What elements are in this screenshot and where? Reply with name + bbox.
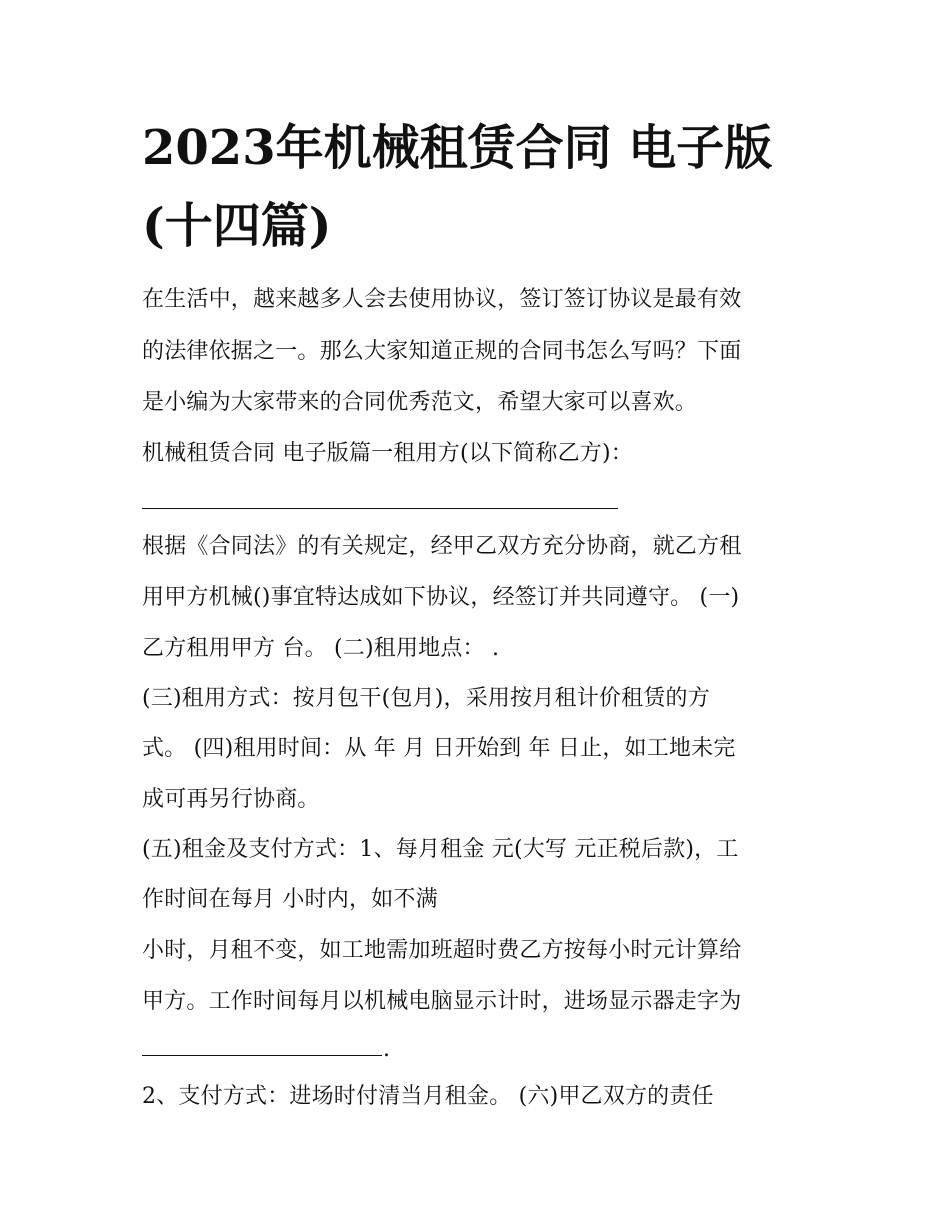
body-line-12: 作时间在每月 小时内，如不满 — [142, 887, 438, 912]
body-line-8: (三)租用方式：按月包干(包月)，采用按月租计价租赁的方 — [142, 686, 710, 711]
body-line-15: 2、支付方式：进场时付清当月租金。 (六)甲乙双方的责任 — [142, 1084, 714, 1109]
document-title-line-2: (十四篇) — [142, 198, 332, 254]
underline-period: . — [383, 1037, 390, 1062]
body-line-14: 甲方。工作时间每月以机械电脑显示计时，进场显示器走字为 — [142, 989, 742, 1014]
blank-underline-1 — [142, 508, 618, 509]
body-line-7: 乙方租用甲方 台。 (二)租用地点： . — [142, 636, 500, 661]
body-line-6: 用甲方机械()事宜特达成如下协议，经签订并共同遵守。 (一) — [142, 585, 740, 610]
body-line-2: 的法律依据之一。那么大家知道正规的合同书怎么写吗？下面 — [142, 339, 742, 364]
body-line-4: 机械租赁合同 电子版篇一租用方(以下简称乙方)： — [142, 441, 633, 466]
body-line-9: 式。 (四)租用时间：从 年 月 日开始到 年 日止，如工地未完 — [142, 736, 736, 761]
body-line-10: 成可再另行协商。 — [142, 787, 320, 812]
body-line-1: 在生活中，越来越多人会去使用协议，签订签订协议是最有效 — [142, 287, 742, 312]
body-line-3: 是小编为大家带来的合同优秀范文，希望大家可以喜欢。 — [142, 390, 698, 415]
blank-underline-2 — [142, 1055, 382, 1056]
body-line-5: 根据《合同法》的有关规定，经甲乙双方充分协商，就乙方租 — [142, 534, 742, 559]
body-line-11: (五)租金及支付方式：1、每月租金 元(大写 元正税后款)，工 — [142, 837, 739, 862]
body-line-13: 小时，月租不变，如工地需加班超时费乙方按每小时元计算给 — [142, 938, 742, 963]
document-title-line-1: 2023年机械租赁合同 电子版 — [142, 120, 773, 176]
